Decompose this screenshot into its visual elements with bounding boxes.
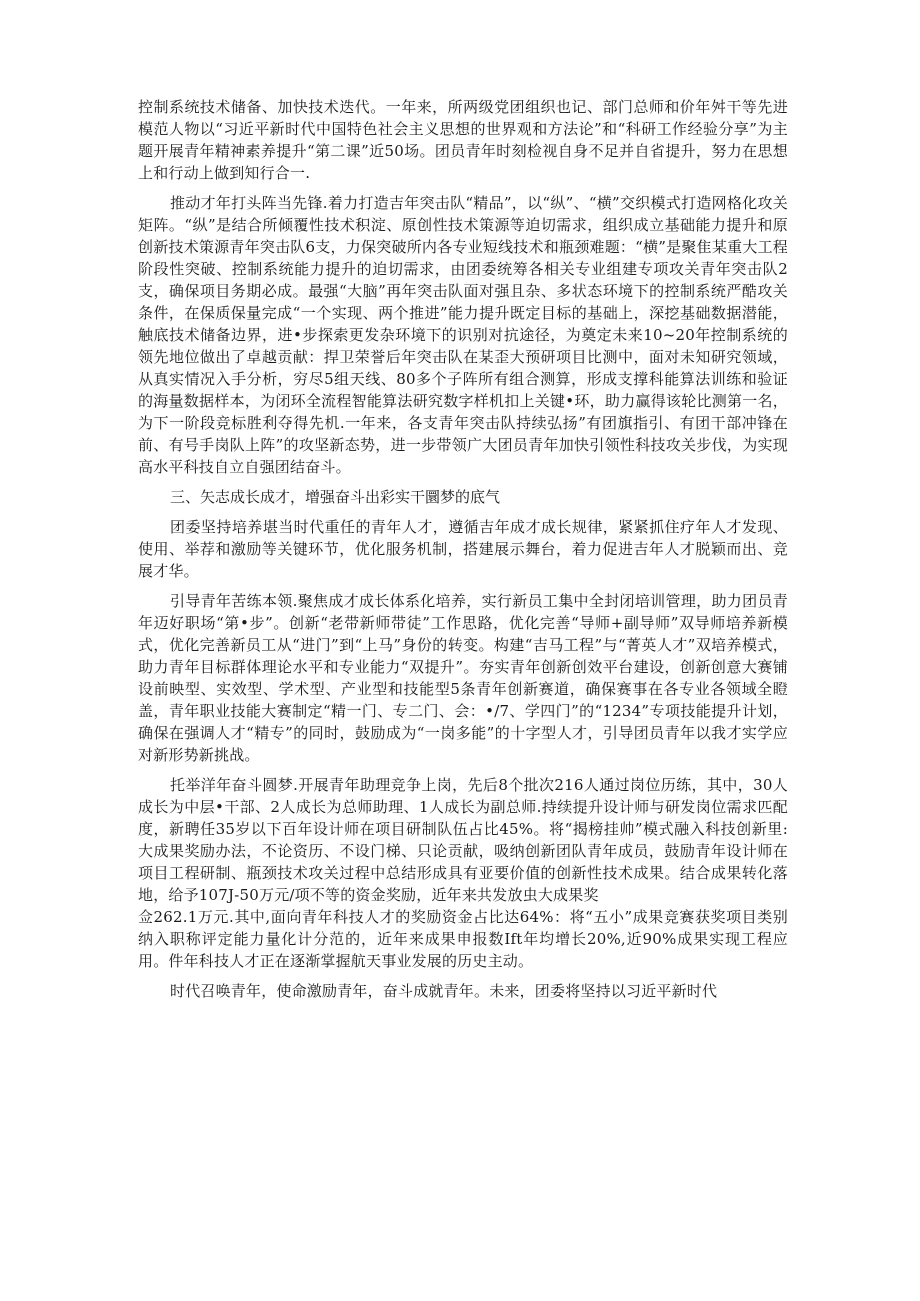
paragraph-reward-funds: 佥262.1万元.其中,面向青年科技人才的奖励资金占比达64%：将“五小”成果竞赛获奖项目类别纳入职称评定能力量化计分范的，近年来成果申报数Ift年均增长20%,近90%成果实现工程应用。件年科技人才正在逐渐掌握航天事业发展的历史主动。 [138,908,788,970]
paragraph-career-support: 托举洋年奋斗圆梦.开展青年助理竞争上岗，先后8个批次216人通过岗位历练，其中，30人成长为中层•干部、2人成长为总师助理、1人成长为副总师.持续提升设计师与研发岗位需求匹配度，新聘任35岁以下百年设计师在项目研制队伍占比45%。将“揭榜挂帅”模式融入科技创新里:大成果奖励办法，不论资历、不设门梯、只论贡献，吸纳创新团队青年成员，鼓励青年设计师在项目工程研制、瓶颈技术攻关过程中总结形成具有亚要价值的创新性技术成果。结合成果转化落地，给予107J-50万元/项不等的资金奖励，近年来共发放虫大成果奖 [138,776,788,904]
paragraph-closing: 时代召唤青年，使命激励青年，奋斗成就青年。未来，团委将坚持以习近平新时代 [170,982,718,1000]
paragraph-talent-cultivation: 团委坚持培养堪当时代重任的青年人才，遵循吉年成才成长规律，紧紧抓住疗年人才发现、使用、举荐和激励等关键环节，优化服务机制，搭建展示舞台，着力促进吉年人才脱颖而出、竞展才华。 [138,518,788,580]
paragraph-youth-commando: 推动才年打头阵当先锋.着力打造吉年突击队“精品”，以“纵”、“横”交织模式打造网格化攻关矩阵。“纵”是结合所倾覆性技术积淀、原创性技术策源等迫切需求，组织成立基础能力提升和原创新技术策源青年突击队6支，力保突破所内各专业短线技术和瓶颈难题：“横”是聚隹某重大工程阶段性突破、控制系统能力提升的迫切需求，由团委统筹各相关专业组建专项攻关青年突击队2支，确保项目务期必成。最强“大脑”再年突击队面对强且杂、多状态环境下的控制系统严酷攻关条件，在保质保量完成“一个实现、两个推进”能力提升既定目标的基础上，深挖基础数据潜能，触底技术储备边界，进•步探索更发杂环境下的识别对抗途径，为奠定未来10~20年控制系统的领先地位做出了卓越贡献：捍卫荣誉后年突击队在某歪大预研项目比测中，面对未知研究领域，从真实情况入手分析，穷尽5组天线、80多个子阵所有组合测算，形成支撑科能算法训练和验证的海量数据样本，为闭环全流程智能算法研究数字样机扣上关键•环，助力赢得该轮比测第一名，为下一阶段竞标胜利夺得先机.一年来，各支青年突击队持续弘扬”有团旗指引、有团干部冲锋在前、有号手岗队上阵”的攻坚新态势，进一步带领广大团员青年加快引领性科技攻关步伐，为实现高水平科技自立自强团结奋斗。 [138,194,788,476]
paragraph-tech-reserve: 控制系统技术储备、加快技术迭代。一年来，所两级党团组织也记、部门总师和价年舛干等先进模范人物以“习近平新时代中国特色社会主义思想的世界观和方法论”和“科研工作经验分享”为主题开展青年精神素养提升“第二课”近50场。团员青年时刻检视自身不足并自省提升，努力在思想上和行动上做到知行合一. [138,98,788,182]
paragraph-skill-training: 引导青年苦练本领.聚焦成才成长体系化培养，实行新员工集中全封闭培训管理，助力团员青年迈好职场“第•步”。创新“老带新师带徒”工作思路，优化完善“导师+副导师”双导师培养新模式，优化完善新员工从“进门”到“上马”身份的转变。构建“吉马工程”与“菁英人才”双培养模式，助力青年目标群体理论水平和专业能力“双提升”。夯实青年创新创效平台建设，创新创意大赛铺设前映型、实效型、学术型、产业型和技能型5条青年创新赛道，确保赛事在各专业各领域全瞪盖，青年职业技能大赛制定“精一门、专二门、会：•/7、学四门”的“1234”专项技能提升计划，确保在强调人才“精专”的同时，鼓励成为“一岗多能”的十字型人才，引导团员青年以我才实学应对新形势新挑战。 [138,592,788,764]
document-page [138,96,788,1002]
section-heading: 三、矢志成长成才，增强奋斗出彩实干圜梦的底气 [170,488,501,506]
